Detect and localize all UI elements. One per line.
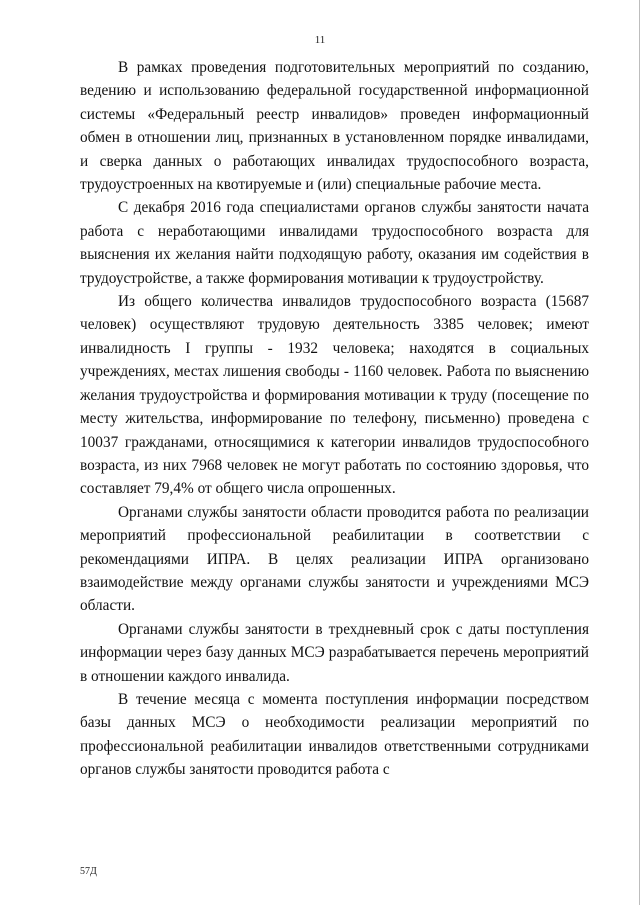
paragraph-disabled-statistics: Из общего количества инвалидов трудоспособного возраста (15687 человек) осуществляют трудовую деятельность 3385 человек; имеют инвалидность I группы - 1932 человека; находятся в социальных учреждениях, местах лишения свободы - 1160 человек. Работа по выяснению желания трудоустройства и формирования мотивации к труду (посещение по месту жительства, информирование по телефону, письменно) проведена с 10037 гражданами, относящимися к категории инвалидов трудоспособного возраста, из них 7968 человек не могут работать по состоянию здоровья, что составляет 79,4% от общего числа опрошенных. — [80, 293, 589, 498]
paragraph-ipra-rehabilitation: Органами службы занятости области проводится работа по реализации мероприятий профессиональной реабилитации в соответствии с рекомендациями ИПРА. В целях реализации ИПРА организовано взаимодействие между органами службы занятости и учреждениями МСЭ области. — [80, 503, 589, 615]
paragraph-december-2016-work: С декабря 2016 года специалистами органов службы занятости начата работа с неработающими инвалидами трудоспособного возраста для выяснения их желания найти подходящую работу, оказания им содействия в трудоустройстве, а также формирования мотивации к трудоустройству. — [80, 199, 589, 287]
document-footer-code: 57Д — [80, 866, 97, 877]
page-number: 11 — [314, 34, 326, 46]
paragraph-three-day-deadline: Органами службы занятости в трехдневный срок с даты поступления информации через базу данных МСЭ разрабатывается перечень мероприятий в отношении каждого инвалида. — [80, 620, 589, 685]
paragraph-frgi-data-exchange: В рамках проведения подготовительных мероприятий по созданию, ведению и использованию федеральной государственной информационной системы «Федеральный реестр инвалидов» проведен информационный обмен в отношении лиц, признанных в установленном порядке инвалидами, и сверка данных о работающих инвалидах трудоспособного возраста, трудоустроенных на квотируемые и (или) специальные рабочие места. — [80, 59, 589, 194]
document-body — [80, 56, 589, 782]
paragraph-monthly-work: В течение месяца с момента поступления информации посредством базы данных МСЭ о необходимости реализации мероприятий по профессиональной реабилитации инвалидов ответственными сотрудниками органов службы занятости проводится работа с — [80, 690, 589, 779]
